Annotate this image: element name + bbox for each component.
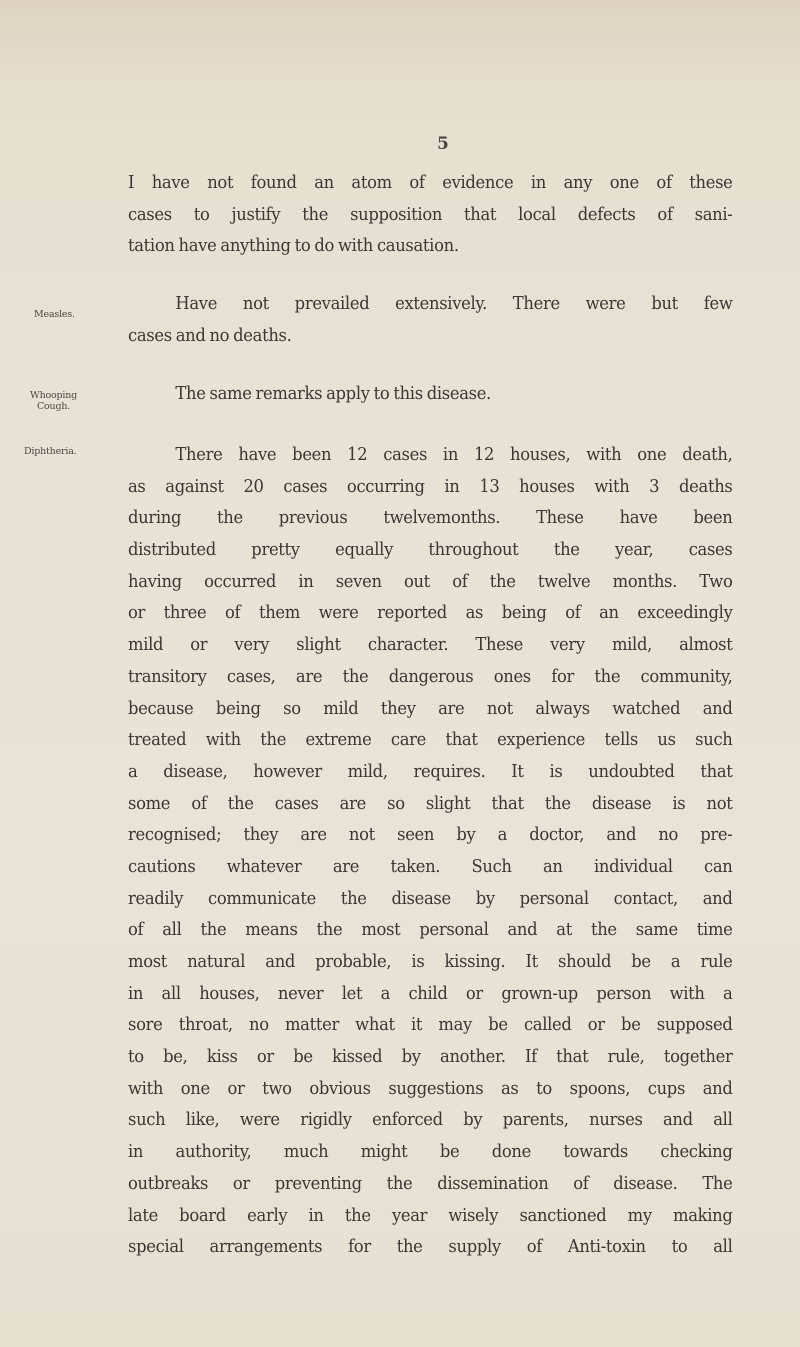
text-line: of all the means the most personal and at the same time (128, 920, 733, 941)
text-line: tation have anything to do with causation. (128, 236, 459, 257)
text-line: late board early in the year wisely sanctioned my making (128, 1205, 733, 1226)
text-line: having occurred in seven out of the twelve months. Two (128, 571, 733, 592)
text-line: with one or two obvious suggestions as to spoons, cups and (128, 1078, 733, 1099)
text-line: transitory cases, are the dangerous ones for the community, (128, 666, 733, 687)
text-line: during the previous twelvemonths. These have been (128, 508, 733, 529)
text-line: in authority, much might be done towards checking (128, 1142, 733, 1163)
text-line: to be, kiss or be kissed by another. If that rule, together (128, 1047, 733, 1068)
margin-label-line: Cough. (36, 401, 71, 412)
text-line: distributed pretty equally throughout the year, cases (128, 540, 733, 561)
text-line: a disease, however mild, requires. It is undoubted that (128, 761, 733, 782)
text-line: Have not prevailed extensively. There were but few (175, 294, 733, 314)
text-line: as against 20 cases occurring in 13 houses with 3 deaths (128, 476, 733, 497)
margin-label-line: Whooping (30, 390, 78, 401)
text-line: such like, were rigidly enforced by parents, nurses and all (128, 1110, 733, 1131)
text-line: or three of them were reported as being of an exceedingly (128, 603, 733, 624)
text-line: because being so mild they are not always watched and (128, 698, 733, 719)
text-line: special arrangements for the supply of Anti-toxin to all (128, 1237, 733, 1258)
whooping-cough-paragraph (128, 379, 733, 411)
text-line: in all houses, never let a child or grown-up person with a (128, 983, 733, 1004)
text-line: cases to justify the supposition that local defects of sani- (128, 204, 733, 225)
text-line: sore throat, no matter what it may be called or be supposed (128, 1015, 733, 1036)
margin-label-diphtheria: Diphtheria. (24, 446, 77, 457)
text-line: cases and no deaths. (128, 325, 292, 346)
margin-label-measles: Measles. (34, 309, 75, 320)
text-line: readily communicate the disease by personal contact, and (128, 888, 733, 909)
text-line: There have been 12 cases in 12 houses, with one death, (175, 445, 733, 465)
text-line: most natural and probable, is kissing. It should be a rule (128, 952, 733, 972)
intro-paragraph (128, 168, 733, 263)
text-line: some of the cases are so slight that the disease is not (128, 793, 733, 814)
text-line: recognised; they are not seen by a doctor, and no pre- (128, 825, 733, 846)
text-line: The same remarks apply to this disease. (175, 384, 491, 404)
page-number: 5 (437, 134, 449, 154)
text-line: treated with the extreme care that experience tells us such (128, 730, 733, 751)
text-line: outbreaks or preventing the dissemination of disease. The (128, 1173, 733, 1194)
diphtheria-paragraph (128, 440, 733, 1264)
text-line: cautions whatever are taken. Such an individual can (128, 856, 733, 877)
margin-label-whooping-cough (30, 390, 77, 412)
text-line: I have not found an atom of evidence in any one of these (128, 173, 733, 193)
measles-paragraph (128, 289, 733, 352)
text-line: mild or very slight character. These very mild, almost (128, 635, 733, 656)
